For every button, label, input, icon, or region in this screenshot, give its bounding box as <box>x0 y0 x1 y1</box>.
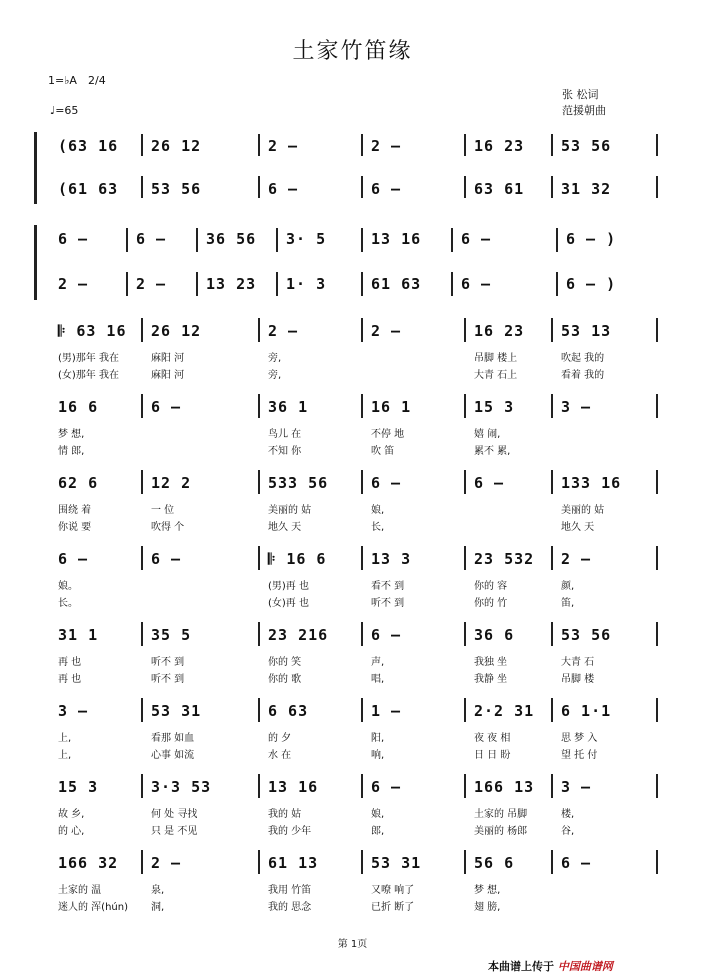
verse-barline <box>464 622 466 646</box>
lyric-female-measure: 已折 断了 <box>371 902 415 913</box>
verse-barline <box>361 622 363 646</box>
verse-music-measure: 6 1·1 <box>561 702 612 720</box>
verse-music-row <box>0 778 705 798</box>
lyric-row-male <box>0 501 705 515</box>
verse-music-measure: 23 216 <box>268 626 329 644</box>
intro2-upper-barline <box>196 228 198 252</box>
lyric-female-measure: 大青 石上 <box>474 370 518 381</box>
verse-barline <box>258 394 260 418</box>
lyric-male-measure: 大青 石 <box>561 657 595 668</box>
verse-music-measure: 15 3 <box>58 778 99 796</box>
verse-barline <box>656 774 658 798</box>
lyric-female-measure: 听不 到 <box>151 674 185 685</box>
page-number: 第 1页 <box>337 939 368 950</box>
lyric-male-measure: 再 也 <box>58 657 82 668</box>
lyric-male-measure: 嬉 闹, <box>474 429 501 440</box>
verse-barline <box>141 850 143 874</box>
verse-barline <box>361 774 363 798</box>
lyric-female-measure: 吹得 个 <box>151 522 185 533</box>
verse-barline <box>258 774 260 798</box>
verse-music-measure: 2 – <box>151 854 182 872</box>
lyric-female-measure: 心事 如流 <box>151 750 195 761</box>
verse-barline <box>551 622 553 646</box>
lyric-female-measure: 谷, <box>561 826 575 837</box>
verse-barline <box>551 850 553 874</box>
intro2-upper-measure: 6 – <box>136 230 167 248</box>
intro1-upper-staff <box>0 137 705 157</box>
lyric-male-measure: 楼, <box>561 809 575 820</box>
intro2-upper-barline <box>451 228 453 252</box>
verse-music-measure: 6 – <box>561 854 592 872</box>
verse-music-measure: 1 – <box>371 702 402 720</box>
intro1-upper-barline <box>141 134 143 156</box>
verse-barline <box>141 774 143 798</box>
verse-barline <box>464 850 466 874</box>
lyric-male-measure: 美丽的 姑 <box>561 505 605 516</box>
lyric-female-measure: 不知 你 <box>268 446 302 457</box>
lyric-female-measure: 望 托 付 <box>561 750 598 761</box>
lyric-male-measure: 一 位 <box>151 505 175 516</box>
verse-barline <box>361 318 363 342</box>
intro2-upper-measure: 6 – <box>58 230 89 248</box>
intro1-lower-measure: 6 – <box>268 180 299 198</box>
verse-music-measure: 6 – <box>151 550 182 568</box>
lyric-male-measure: 娘, <box>371 809 385 820</box>
tempo-marking: ♩=65 <box>50 104 79 117</box>
verse-music-measure: 31 1 <box>58 626 99 644</box>
intro1-lower-measure: 31 32 <box>561 180 612 198</box>
intro1-lower-measure: 6 – <box>371 180 402 198</box>
verse-barline <box>141 470 143 494</box>
intro1-upper-measure: 2 – <box>268 137 299 155</box>
verse-barline <box>258 470 260 494</box>
intro2-lower-barline <box>196 272 198 296</box>
lyric-male-measure: (男)那年 我在 <box>58 353 119 364</box>
lyric-female-measure: 你的 竹 <box>474 598 508 609</box>
lyric-male-measure: 阳, <box>371 733 385 744</box>
intro2-lower-barline <box>451 272 453 296</box>
lyric-male-measure: 围绕 着 <box>58 505 92 516</box>
lyric-female-measure: 麻阳 河 <box>151 370 185 381</box>
lyric-male-measure: 看不 到 <box>371 581 405 592</box>
lyric-row-male <box>0 805 705 819</box>
verse-music-measure: 𝄆 16 6 <box>268 550 327 568</box>
lyric-female-measure: 水 在 <box>268 750 292 761</box>
lyric-female-measure: 唱, <box>371 674 385 685</box>
lyric-female-measure: 上, <box>58 750 72 761</box>
lyric-male-measure: 鸟儿 在 <box>268 429 302 440</box>
intro2-lower-staff <box>0 275 705 295</box>
verse-barline <box>656 318 658 342</box>
lyric-male-measure: 何 处 寻找 <box>151 809 198 820</box>
intro1-lower-measure: 53 56 <box>151 180 202 198</box>
intro2-lower-barline <box>276 272 278 296</box>
lyric-male-measure: 上, <box>58 733 72 744</box>
intro2-upper-measure: 13 16 <box>371 230 422 248</box>
intro1-upper-measure: 16 23 <box>474 137 525 155</box>
lyric-male-measure: 梦 想, <box>474 885 501 896</box>
lyric-male-measure: 娘, <box>371 505 385 516</box>
verse-barline <box>141 622 143 646</box>
verse-music-measure: 61 13 <box>268 854 319 872</box>
verse-music-row <box>0 322 705 342</box>
intro1-lower-measure: 63 61 <box>474 180 525 198</box>
verse-barline <box>551 318 553 342</box>
verse-barline <box>464 394 466 418</box>
lyric-female-measure: 吹 笛 <box>371 446 395 457</box>
composer-credit: 范援朝曲 <box>562 104 606 117</box>
verse-barline <box>464 318 466 342</box>
verse-barline <box>551 394 553 418</box>
intro1-upper-barline <box>551 134 553 156</box>
intro2-lower-measure: 2 – <box>136 275 167 293</box>
verse-music-measure: 53 31 <box>151 702 202 720</box>
intro1-lower-barline <box>361 176 363 198</box>
verse-music-row <box>0 626 705 646</box>
verse-barline <box>551 546 553 570</box>
verse-music-row <box>0 474 705 494</box>
lyric-male-measure: 故 乡, <box>58 809 85 820</box>
verse-music-measure: 3 – <box>561 398 592 416</box>
lyric-female-measure: 日 日 盼 <box>474 750 511 761</box>
verse-music-measure: 15 3 <box>474 398 515 416</box>
lyric-female-measure: 迷人的 浑(hún) <box>58 902 128 913</box>
intro2-upper-barline <box>276 228 278 252</box>
lyric-male-measure: 美丽的 姑 <box>268 505 312 516</box>
lyric-row-female <box>0 594 705 608</box>
verse-music-measure: 6 63 <box>268 702 309 720</box>
verse-barline <box>464 470 466 494</box>
lyric-female-measure: 你说 要 <box>58 522 92 533</box>
verse-music-measure: 16 23 <box>474 322 525 340</box>
lyric-row-female <box>0 898 705 912</box>
verse-music-row <box>0 550 705 570</box>
verse-barline <box>141 698 143 722</box>
verse-barline <box>551 774 553 798</box>
verse-barline <box>656 394 658 418</box>
verse-music-measure: 3·3 53 <box>151 778 212 796</box>
lyric-row-male <box>0 653 705 667</box>
verse-barline <box>656 850 658 874</box>
lyric-female-measure: 翅 膀, <box>474 902 501 913</box>
verse-music-measure: 3 – <box>561 778 592 796</box>
source-credit <box>488 958 613 974</box>
lyric-female-measure: 我的 少年 <box>268 826 312 837</box>
lyric-male-measure: 泉, <box>151 885 165 896</box>
lyric-row-female <box>0 366 705 380</box>
lyric-male-measure: 又嘹 响了 <box>371 885 415 896</box>
lyric-male-measure: 不停 地 <box>371 429 405 440</box>
lyricist-credit: 张 松词 <box>562 88 599 101</box>
lyric-male-measure: 我用 竹笛 <box>268 885 312 896</box>
intro1-lower-staff <box>0 180 705 200</box>
lyric-female-measure: 累不 累, <box>474 446 511 457</box>
intro2-lower-measure: 6 – ) <box>566 275 617 293</box>
intro2-upper-barline <box>361 228 363 252</box>
verse-music-measure: 13 16 <box>268 778 319 796</box>
lyric-male-measure: 的 夕 <box>268 733 292 744</box>
intro1-lower-barline <box>258 176 260 198</box>
intro2-lower-barline <box>126 272 128 296</box>
intro1-lower-barline <box>656 176 658 198</box>
lyric-female-measure: 再 也 <box>58 674 82 685</box>
intro1-upper-barline <box>656 134 658 156</box>
lyric-row-female <box>0 442 705 456</box>
verse-music-measure: 36 1 <box>268 398 309 416</box>
verse-barline <box>361 698 363 722</box>
verse-music-measure: 53 56 <box>561 626 612 644</box>
verse-barline <box>361 546 363 570</box>
lyric-male-measure: (男)再 也 <box>268 581 309 592</box>
intro1-upper-barline <box>361 134 363 156</box>
verse-barline <box>141 394 143 418</box>
intro2-lower-barline <box>556 272 558 296</box>
verse-barline <box>258 698 260 722</box>
verse-barline <box>551 470 553 494</box>
lyric-male-measure: 梦 想, <box>58 429 85 440</box>
verse-music-measure: 56 6 <box>474 854 515 872</box>
verse-music-measure: 12 2 <box>151 474 192 492</box>
lyric-male-measure: 我的 姑 <box>268 809 302 820</box>
lyric-male-measure: 声, <box>371 657 385 668</box>
lyric-female-measure: 长, <box>371 522 385 533</box>
intro2-upper-barline <box>126 228 128 252</box>
verse-music-measure: 16 6 <box>58 398 99 416</box>
lyric-male-measure: 土家的 温 <box>58 885 102 896</box>
intro2-lower-measure: 2 – <box>58 275 89 293</box>
intro1-lower-barline <box>551 176 553 198</box>
verse-music-measure: 𝄆 63 16 <box>58 322 127 340</box>
lyric-female-measure: 郎, <box>371 826 385 837</box>
intro1-lower-barline <box>464 176 466 198</box>
intro1-upper-barline <box>464 134 466 156</box>
lyric-male-measure: 麻阳 河 <box>151 353 185 364</box>
intro2-upper-measure: 6 – <box>461 230 492 248</box>
verse-barline <box>464 774 466 798</box>
verse-music-measure: 16 1 <box>371 398 412 416</box>
verse-music-measure: 6 – <box>58 550 89 568</box>
intro1-upper-measure: 2 – <box>371 137 402 155</box>
lyric-male-measure: 吹起 我的 <box>561 353 605 364</box>
verse-music-measure: 3 – <box>58 702 89 720</box>
intro2-lower-measure: 6 – <box>461 275 492 293</box>
intro1-lower-measure: (61 63 <box>58 180 119 198</box>
verse-music-measure: 23 532 <box>474 550 535 568</box>
verse-barline <box>656 698 658 722</box>
lyric-female-measure: 地久 天 <box>561 522 595 533</box>
lyric-male-measure: 你的 笑 <box>268 657 302 668</box>
lyric-female-measure: 你的 歌 <box>268 674 302 685</box>
lyric-row-male <box>0 349 705 363</box>
verse-music-measure: 36 6 <box>474 626 515 644</box>
lyric-row-female <box>0 670 705 684</box>
lyric-female-measure: (女)那年 我在 <box>58 370 119 381</box>
lyric-male-measure: 土家的 吊脚 <box>474 809 528 820</box>
verse-music-row <box>0 702 705 722</box>
lyric-female-measure: (女)再 也 <box>268 598 309 609</box>
lyric-female-measure: 我的 思念 <box>268 902 312 913</box>
intro2-upper-measure: 36 56 <box>206 230 257 248</box>
lyric-male-measure: 我独 坐 <box>474 657 508 668</box>
lyric-female-measure: 长。 <box>58 598 78 609</box>
lyric-row-male <box>0 881 705 895</box>
lyric-female-measure: 地久 天 <box>268 522 302 533</box>
lyric-male-measure: 颜, <box>561 581 575 592</box>
verse-music-measure: 6 – <box>474 474 505 492</box>
verse-barline <box>258 850 260 874</box>
intro2-lower-measure: 13 23 <box>206 275 257 293</box>
verse-barline <box>258 546 260 570</box>
lyric-row-male <box>0 729 705 743</box>
lyric-male-measure: 思 梦 入 <box>561 733 598 744</box>
source-text: 本曲谱上传于 <box>488 960 554 973</box>
lyric-female-measure: 情 郎, <box>58 446 85 457</box>
verse-music-measure: 2·2 31 <box>474 702 535 720</box>
verse-music-row <box>0 398 705 418</box>
intro2-lower-barline <box>361 272 363 296</box>
verse-music-measure: 6 – <box>151 398 182 416</box>
verse-music-measure: 35 5 <box>151 626 192 644</box>
intro2-upper-measure: 6 – ) <box>566 230 617 248</box>
key-signature: 1=♭A <box>48 74 77 87</box>
lyric-female-measure: 我静 坐 <box>474 674 508 685</box>
intro2-lower-measure: 1· 3 <box>286 275 327 293</box>
verse-barline <box>361 394 363 418</box>
verse-music-measure: 62 6 <box>58 474 99 492</box>
verse-music-measure: 26 12 <box>151 322 202 340</box>
verse-barline <box>258 622 260 646</box>
verse-barline <box>141 546 143 570</box>
source-logo: 中国曲谱网 <box>557 960 613 973</box>
verse-music-measure: 133 16 <box>561 474 622 492</box>
verse-music-measure: 13 3 <box>371 550 412 568</box>
lyric-row-male <box>0 577 705 591</box>
time-signature: 2/4 <box>88 74 106 87</box>
verse-barline <box>464 546 466 570</box>
lyric-female-measure: 的 心, <box>58 826 85 837</box>
verse-barline <box>551 698 553 722</box>
lyric-female-measure: 响, <box>371 750 385 761</box>
verse-barline <box>361 470 363 494</box>
verse-barline <box>141 318 143 342</box>
verse-music-measure: 2 – <box>268 322 299 340</box>
lyric-female-measure: 洞, <box>151 902 165 913</box>
verse-music-measure: 6 – <box>371 474 402 492</box>
verse-music-measure: 166 32 <box>58 854 119 872</box>
verse-barline <box>258 318 260 342</box>
lyric-row-female <box>0 822 705 836</box>
verse-barline <box>464 698 466 722</box>
intro2-lower-measure: 61 63 <box>371 275 422 293</box>
verse-music-measure: 2 – <box>561 550 592 568</box>
lyric-female-measure: 美丽的 杨郎 <box>474 826 528 837</box>
intro1-upper-measure: (63 16 <box>58 137 119 155</box>
lyric-male-measure: 旁, <box>268 353 282 364</box>
verse-music-row <box>0 854 705 874</box>
lyric-male-measure: 你的 容 <box>474 581 508 592</box>
verse-music-measure: 6 – <box>371 778 402 796</box>
lyric-male-measure: 娘。 <box>58 581 78 592</box>
lyric-female-measure: 只 是 不见 <box>151 826 198 837</box>
lyric-male-measure: 夜 夜 相 <box>474 733 511 744</box>
verse-music-measure: 6 – <box>371 626 402 644</box>
verse-barline <box>361 850 363 874</box>
lyric-male-measure: 听不 到 <box>151 657 185 668</box>
lyric-male-measure: 吊脚 楼上 <box>474 353 518 364</box>
intro1-upper-measure: 53 56 <box>561 137 612 155</box>
verse-barline <box>656 546 658 570</box>
intro2-upper-staff <box>0 230 705 250</box>
verse-music-measure: 533 56 <box>268 474 329 492</box>
lyric-row-male <box>0 425 705 439</box>
verse-music-measure: 2 – <box>371 322 402 340</box>
intro2-upper-barline <box>556 228 558 252</box>
intro2-upper-measure: 3· 5 <box>286 230 327 248</box>
lyric-female-measure: 听不 到 <box>371 598 405 609</box>
verse-music-measure: 53 31 <box>371 854 422 872</box>
page-title: 土家竹笛缘 <box>292 39 413 64</box>
verse-music-measure: 166 13 <box>474 778 535 796</box>
lyric-female-measure: 旁, <box>268 370 282 381</box>
verse-barline <box>656 622 658 646</box>
lyric-female-measure: 吊脚 楼 <box>561 674 595 685</box>
lyric-male-measure: 看那 如血 <box>151 733 195 744</box>
lyric-row-female <box>0 746 705 760</box>
intro1-upper-measure: 26 12 <box>151 137 202 155</box>
lyric-female-measure: 看着 我的 <box>561 370 605 381</box>
intro1-upper-barline <box>258 134 260 156</box>
intro1-lower-barline <box>141 176 143 198</box>
lyric-row-female <box>0 518 705 532</box>
verse-music-measure: 53 13 <box>561 322 612 340</box>
verse-barline <box>656 470 658 494</box>
lyric-female-measure: 笛, <box>561 598 575 609</box>
